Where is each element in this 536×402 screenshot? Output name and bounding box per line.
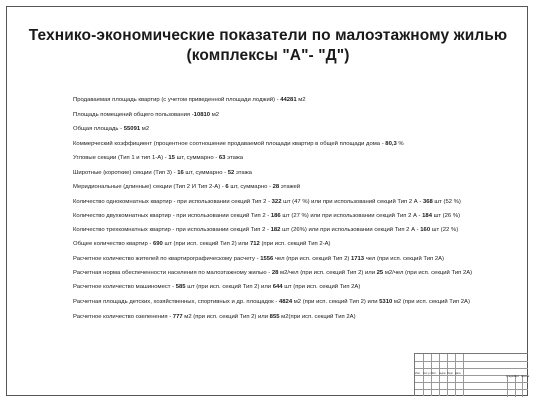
title-line-2: (комплексы "А"- "Д") — [186, 47, 350, 64]
stamp-label: Подп. — [447, 372, 454, 375]
title-block-right-labels — [506, 375, 528, 381]
list-item: Коммерческий коэффициент (процентное соотношение продаваемой площади квартир в общей площади дома - 80,3 % — [73, 141, 404, 147]
stamp-label: Листов — [521, 375, 530, 378]
list-item: Площадь помещений общего пользования -10810 м2 — [73, 112, 220, 118]
stamp-label: Лист — [514, 375, 520, 378]
stamp-label: №док — [439, 372, 446, 375]
list-item: Общая площадь - 55091 м2 — [73, 126, 150, 132]
list-item: Количество однокомнатных квартир - при использовании секций Тип 2 - 322 шт (47 %) или при использований секций Тип 2 А - 368 шт (52 %) — [73, 199, 461, 205]
stamp-label: Стадия — [506, 375, 515, 378]
stamp-label: Кол.уч — [423, 372, 431, 375]
list-item: Расчетное количество машиномест - 585 шт (при исп. секций Тип 2) или 644 шт (при исп. секций Тип 2А) — [73, 284, 361, 290]
title-line-1: Технико-экономические показатели по малоэтажному жилью — [28, 27, 508, 44]
list-item: Расчетное количество озеленения - 777 м2 (при исп. секций Тип 2) или 855 м2(при исп. секций Тип 2А) — [73, 314, 356, 320]
list-item: Количество двухкомнатных квартир - при использовании секций Тип 2 - 186 шт (27 %) или при использовании секций Тип 2 А - 184 шт (26 %) — [73, 213, 461, 219]
page-title — [0, 26, 536, 66]
list-item: Общее количество квартир - 690 шт (при исп. секций Тип 2) или 712 (при исп. секций Тип 2-А) — [73, 241, 331, 247]
list-item: Продаваемая площадь квартир (с учетом приведенной площади лоджий) - 44281 м2 — [73, 97, 306, 103]
stamp-label: Лист — [431, 372, 437, 375]
list-item: Угловые секции (Тип 1 и тип 1-А) - 15 шт, суммарно - 63 этажа — [73, 155, 244, 161]
list-item: Расчетная норма обеспеченности населения по малоэтажному жилью - 28 м2/чел (при исп. секций Тип 2) или 25 м2/чел (при исп. секций Тип 2А) — [73, 270, 473, 276]
title-block-labels — [414, 370, 462, 396]
stamp-label: Дата — [455, 372, 461, 375]
list-item: Расчетное количество жителей по квартирографическому расчету - 1556 чел (при исп. секций Тип 2) 1713 чел (при исп. секций Тип 2А) — [73, 256, 445, 262]
list-item: Меридиональные (длинные) секции (Тип 2 И Тип 2-А) - 6 шт, суммарно - 28 этажей — [73, 184, 301, 190]
list-item: Расчетная площадь детских, хозяйственных, спортивных и др. площадок - 4824 м2 (при исп. секций Тип 2) или 5310 м2 (при исп. секций Тип 2А) — [73, 299, 470, 305]
list-item: Количество трехкомнатных квартир - при использовании секций Тип 2 - 182 шт (26%) или при использовании секций Тип 2 А - 160 шт (22 %) — [73, 227, 459, 233]
list-item: Широтные (короткие) секции (Тип 3) - 16 шт, суммарно - 52 этажа — [73, 170, 252, 176]
stamp-label: Изм. — [415, 372, 421, 375]
